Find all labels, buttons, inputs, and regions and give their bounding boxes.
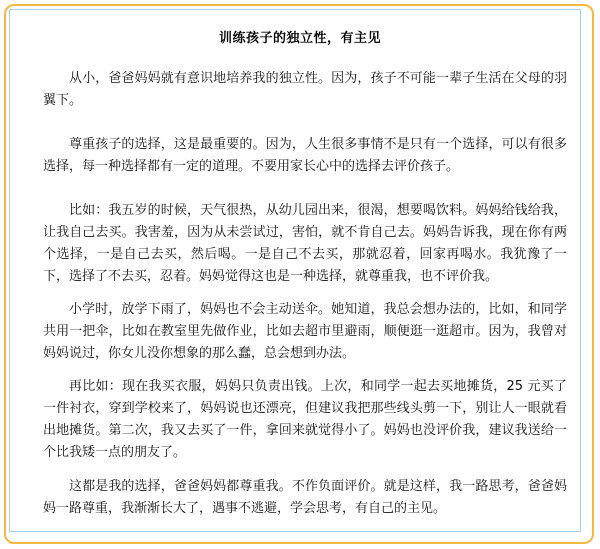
paragraph-5: 再比如：现在我买衣服，妈妈只负责出钱。上次，和同学一起去买地摊货，25 元买了一件衬衣，穿到学校来了，妈妈说也还漂亮，但建议我把那些线头剪一下，别让人一眼就看出地摊货。第二次，我又去买了一件，拿回来就觉得小了。妈妈也没评价我，建议我送给一个比我矮一点的朋友了。 (43, 379, 567, 460)
paragraph-3: 比如：我五岁的时候，天气很热，从幼儿园出来，很渴，想要喝饮料。妈妈给钱给我，让我自己去买。我害羞，因为从未尝试过，害怕，就不肯自己去。妈妈告诉我，现在你有两个选择，一是自己去买，然后喝。一是自己不去买，那就忍着，回家再喝水。我犹豫了一下，选择了不去买，忍着。妈妈觉得这也是一种选择，就尊重我，也不评价我。 (43, 203, 567, 284)
paragraph-4: 小学时，放学下雨了，妈妈也不会主动送伞。她知道，我总会想办法的，比如，和同学共用一把伞，比如在教室里先做作业，比如去超市里避雨，顺便逛一逛超市。因为，我曾对妈妈说过，你女儿没你想象的那么蠢，总会想到办法。 (43, 302, 567, 361)
article-title: 训练孩子的独立性，有主见 (218, 31, 381, 46)
paragraph-1: 从小，爸爸妈妈就有意识地培养我的独立性。因为，孩子不可能一辈子生活在父母的羽翼下。 (43, 71, 567, 108)
paragraph-2: 尊重孩子的选择，这是最重要的。因为，人生很多事情不是只有一个选择，可以有很多选择，每一种选择都有一定的道理。不要用家长心中的选择去评价孩子。 (43, 137, 567, 174)
paragraph-6: 这都是我的选择，爸爸妈妈都尊重我。不作负面评价。就是这样，我一路思考，爸爸妈妈一路尊重，我渐渐长大了，遇事不逃避，学会思考，有自己的主见。 (43, 479, 567, 516)
